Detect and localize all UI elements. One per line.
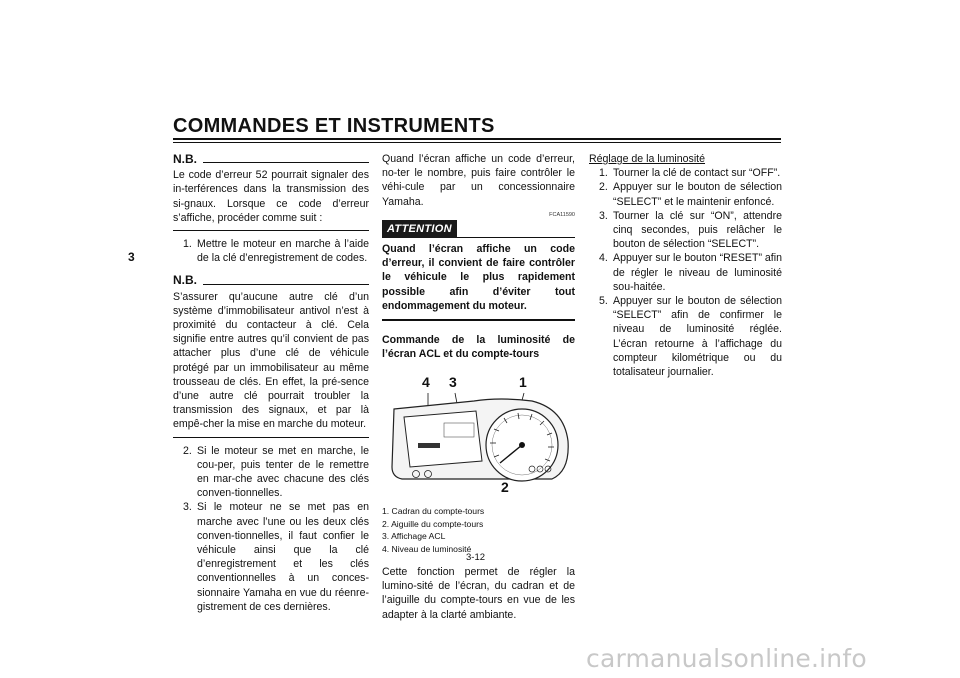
list-item xyxy=(599,251,782,294)
nb-end-rule xyxy=(173,437,369,438)
step-text: Appuyer sur le bouton “RESET” afin de régler le niveau de luminosité sou-haitée. xyxy=(613,252,782,293)
step-text: Appuyer sur le bouton de sélection “SELECT” afin de confirmer le niveau de luminosité réglée. L’écran retourne à l’affichage du compteur kilométrique ou du totalisateur journalier. xyxy=(613,295,782,379)
step-number: 1. xyxy=(183,238,192,251)
list-item xyxy=(183,237,369,265)
list-item xyxy=(599,180,782,208)
step-text: Si le moteur se met en marche, le cou-per, puis tenter de le remettre en mar-che avec chacune des clés conven-tionnelles. xyxy=(197,444,369,500)
nb-line xyxy=(203,284,369,285)
figure-captions xyxy=(382,505,575,555)
list-item xyxy=(183,444,369,501)
subheading: Commande de la luminosité de l’écran ACL et du compte-tours xyxy=(382,334,575,361)
list-item xyxy=(599,209,782,252)
nb-line xyxy=(203,162,369,163)
nb-heading-1 xyxy=(173,152,369,166)
nb-heading-2 xyxy=(173,273,369,287)
page-title: COMMANDES ET INSTRUMENTS xyxy=(173,115,495,137)
caption-2: 2. Aiguille du compte-tours xyxy=(382,518,484,529)
brightness-heading: Réglage de la luminosité xyxy=(589,153,706,165)
instrument-figure xyxy=(382,371,575,501)
nb-label: N.B. xyxy=(173,273,197,288)
step-number: 3. xyxy=(183,501,192,514)
page-number: 3-12 xyxy=(466,552,486,563)
attention-heading xyxy=(382,220,575,238)
attention-end-rule xyxy=(382,319,575,321)
step-number: 3. xyxy=(599,209,608,222)
list-item xyxy=(599,166,782,180)
step-text: Mettre le moteur en marche à l’aide de la clé d’enregistrement de codes. xyxy=(197,238,369,265)
figure-callout-1: 1 xyxy=(519,374,527,391)
step-text: Appuyer sur le bouton de sélection “SELECT” et le maintenir enfoncé. xyxy=(613,181,782,208)
nb-end-rule xyxy=(173,230,369,231)
nb-text-1: Le code d’erreur 52 pourrait signaler des in-terférences dans la transmission des si-gnaux. Lorsque ce code d’erreur s’affiche, procéder comme suit : xyxy=(173,169,369,224)
step-text: Tourner la clé sur “ON”, attendre cinq secondes, puis relâcher le bouton de sélection “SELECT”. xyxy=(613,209,782,251)
instrument-cluster-illustration xyxy=(382,371,575,501)
step-number: 4. xyxy=(599,252,608,265)
title-rule-thin xyxy=(173,142,781,143)
reference-code: FCA11590 xyxy=(549,211,575,218)
watermark: carmanualsonline.info xyxy=(586,644,867,673)
figure-callout-3: 3 xyxy=(449,374,457,391)
intro-text: Quand l’écran affiche un code d’erreur, no-ter le nombre, puis faire contrôler le véhi-cule par un concessionnaire Yamaha. xyxy=(382,153,575,208)
steps-list-a xyxy=(173,237,369,265)
nb-text-2: S’assurer qu’aucune autre clé d’un système d’immobilisateur antivol n’est à proximité du contacteur à clé. Cela signifie entre autres qu’il convient de pas attacher plus d’une clé de véhicule protégé par un immobilisateur au même trousseau de clés. En effet, la pré-sence d’une autre clé pourrait troubler la transmission des signaux, et par là empê-cher la mise en marche du moteur. xyxy=(173,290,369,431)
step-text: Tourner la clé de contact sur “OFF”. xyxy=(613,167,781,180)
brightness-paragraph: Cette fonction permet de régler la lumino-sité de l’écran, du cadran et de l’aiguille du compte-tours en vue de les adapter à la clarté ambiante. xyxy=(382,566,575,621)
list-item xyxy=(183,500,369,614)
caption-1: 1. Cadran du compte-tours xyxy=(382,506,485,517)
attention-text: Quand l’écran affiche un code d’erreur, il convient de faire contrôler le véhicule le plus rapidement possible afin d’éviter tout endommagement du moteur. xyxy=(382,243,575,312)
steps-list-b xyxy=(173,444,369,614)
attention-label: ATTENTION xyxy=(382,220,457,238)
step-text: Si le moteur ne se met pas en marche avec l’une ou les deux clés conven-tionnelles, il faut confier le véhicule ainsi que la clé d’enregistrement et les clés conventionnelles à un conces-sionnaire Yamaha en vue du réenre-gistrement de ces dernières. xyxy=(197,501,369,613)
step-number: 5. xyxy=(599,295,608,308)
caption-3: 3. Affichage ACL xyxy=(382,531,446,542)
figure-callout-4: 4 xyxy=(422,374,430,391)
brightness-steps xyxy=(589,166,782,379)
caption-4: 4. Niveau de luminosité xyxy=(382,543,472,554)
step-number: 2. xyxy=(599,181,608,194)
step-number: 2. xyxy=(183,444,192,457)
attention-line xyxy=(457,237,575,238)
section-tab: 3 xyxy=(128,250,135,264)
nb-label: N.B. xyxy=(173,152,197,166)
title-rule xyxy=(173,138,781,140)
column-3 xyxy=(589,152,782,379)
column-1 xyxy=(173,152,369,614)
figure-callout-2: 2 xyxy=(501,479,509,496)
list-item xyxy=(599,294,782,379)
step-number: 1. xyxy=(599,167,608,180)
